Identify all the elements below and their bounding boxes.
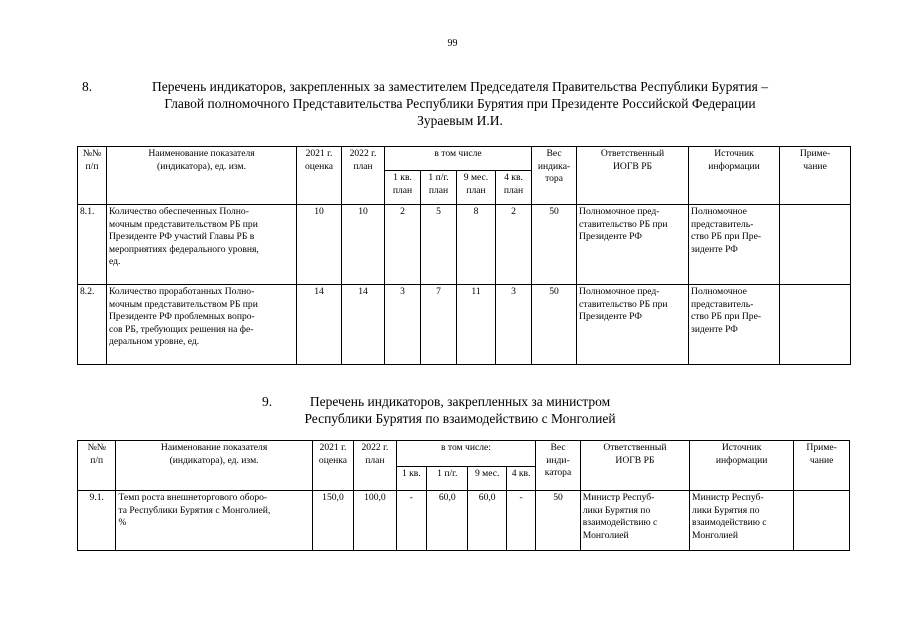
row-2022: 10: [342, 205, 385, 285]
row-2022: 14: [342, 285, 385, 365]
header-9m: 9 мес. план: [457, 171, 496, 205]
row-q1: 2: [385, 205, 421, 285]
section-9-number: 9.: [262, 394, 273, 409]
row-name: Количество обеспеченных Полно- мочным представительством РБ при Президенте РФ участий Главы РБ в мероприятиях федерального уровня, ед.: [107, 205, 297, 285]
header-2022: 2022 г. план: [354, 441, 396, 491]
row-q1: -: [396, 491, 426, 551]
table-row: [78, 491, 850, 551]
row-num: 8.2.: [78, 285, 107, 365]
row-note: [780, 285, 851, 365]
row-q4: 3: [496, 285, 532, 365]
row-2021: 10: [297, 205, 342, 285]
header-note: Приме- чание: [780, 147, 851, 205]
row-responsible: Министр Респуб- лики Бурятия по взаимодействию с Монголией: [580, 491, 689, 551]
row-num: 8.1.: [78, 205, 107, 285]
header-2021: 2021 г. оценка: [312, 441, 353, 491]
row-source: Министр Респуб- лики Бурятия по взаимодействию с Монголией: [690, 491, 794, 551]
row-2021: 150,0: [312, 491, 353, 551]
row-q4: 2: [496, 205, 532, 285]
section-9-table: [77, 440, 850, 551]
header-responsible: Ответственный ИОГВ РБ: [577, 147, 689, 205]
row-source: Полномочное представитель- ство РБ при Пре- зиденте РФ: [689, 285, 780, 365]
section-9-heading: [150, 393, 770, 427]
section-8-title-line: Перечень индикаторов, закрепленных за заместителем Председателя Правительства Республики Бурятия –: [152, 79, 768, 94]
row-responsible: Полномочное пред- ставительство РБ при Президенте РФ: [577, 205, 689, 285]
row-9m: 11: [457, 285, 496, 365]
header-note: Приме- чание: [794, 441, 850, 491]
header-num: №№ п/п: [78, 147, 107, 205]
page-number: 99: [447, 38, 458, 49]
row-weight: 50: [532, 205, 577, 285]
section-8-title-line: Главой полномочного Представительства Республики Бурятия при Президенте Российской Федерации: [164, 96, 756, 111]
header-2022: 2022 г. план: [342, 147, 385, 205]
row-name: Количество проработанных Полно- мочным представительством РБ при Президенте РФ проблемных вопро- сов РБ, требующих решения на фе- деральном уровне, ед.: [107, 285, 297, 365]
header-h1: 1 п/г.: [427, 467, 468, 491]
row-2022: 100,0: [354, 491, 396, 551]
table-row: [78, 285, 851, 365]
row-weight: 50: [536, 491, 581, 551]
header-9m: 9 мес.: [468, 467, 506, 491]
row-note: [780, 205, 851, 285]
header-2021: 2021 г. оценка: [297, 147, 342, 205]
header-including: в том числе:: [396, 441, 536, 467]
header-h1: 1 п/г. план: [421, 171, 457, 205]
row-q1: 3: [385, 285, 421, 365]
header-weight: Вес индика- тора: [532, 147, 577, 205]
header-responsible: Ответственный ИОГВ РБ: [580, 441, 689, 491]
header-name: Наименование показателя (индикатора), ед. изм.: [107, 147, 297, 205]
row-2021: 14: [297, 285, 342, 365]
row-h1: 7: [421, 285, 457, 365]
section-9-title-line: Перечень индикаторов, закрепленных за министром: [309, 394, 611, 409]
table-row: [78, 205, 851, 285]
header-weight: Вес инди- катора: [536, 441, 581, 491]
section-8-title-line: Зураевым И.И.: [417, 113, 503, 128]
header-source: Источник информации: [689, 147, 780, 205]
section-9-title-line: Республики Бурятия по взаимодействию с Монголией: [304, 411, 616, 426]
row-h1: 60,0: [427, 491, 468, 551]
row-name: Темп роста внешнеторгового оборо- та Республики Бурятия с Монголией, %: [116, 491, 312, 551]
header-num: №№ п/п: [78, 441, 116, 491]
section-8-table: [77, 146, 851, 365]
row-9m: 8: [457, 205, 496, 285]
header-q1: 1 кв. план: [385, 171, 421, 205]
row-weight: 50: [532, 285, 577, 365]
row-source: Полномочное представитель- ство РБ при Пре- зиденте РФ: [689, 205, 780, 285]
header-q4: 4 кв. план: [496, 171, 532, 205]
header-q1: 1 кв.: [396, 467, 426, 491]
header-source: Источник информации: [690, 441, 794, 491]
section-8-heading: [70, 78, 850, 129]
row-q4: -: [506, 491, 535, 551]
row-num: 9.1.: [78, 491, 116, 551]
section-8-number: 8.: [82, 79, 93, 94]
row-h1: 5: [421, 205, 457, 285]
row-9m: 60,0: [468, 491, 506, 551]
header-name: Наименование показателя (индикатора), ед. изм.: [116, 441, 312, 491]
row-note: [794, 491, 850, 551]
header-including: в том числе: [385, 147, 532, 171]
row-responsible: Полномочное пред- ставительство РБ при Президенте РФ: [577, 285, 689, 365]
header-q4: 4 кв.: [506, 467, 535, 491]
